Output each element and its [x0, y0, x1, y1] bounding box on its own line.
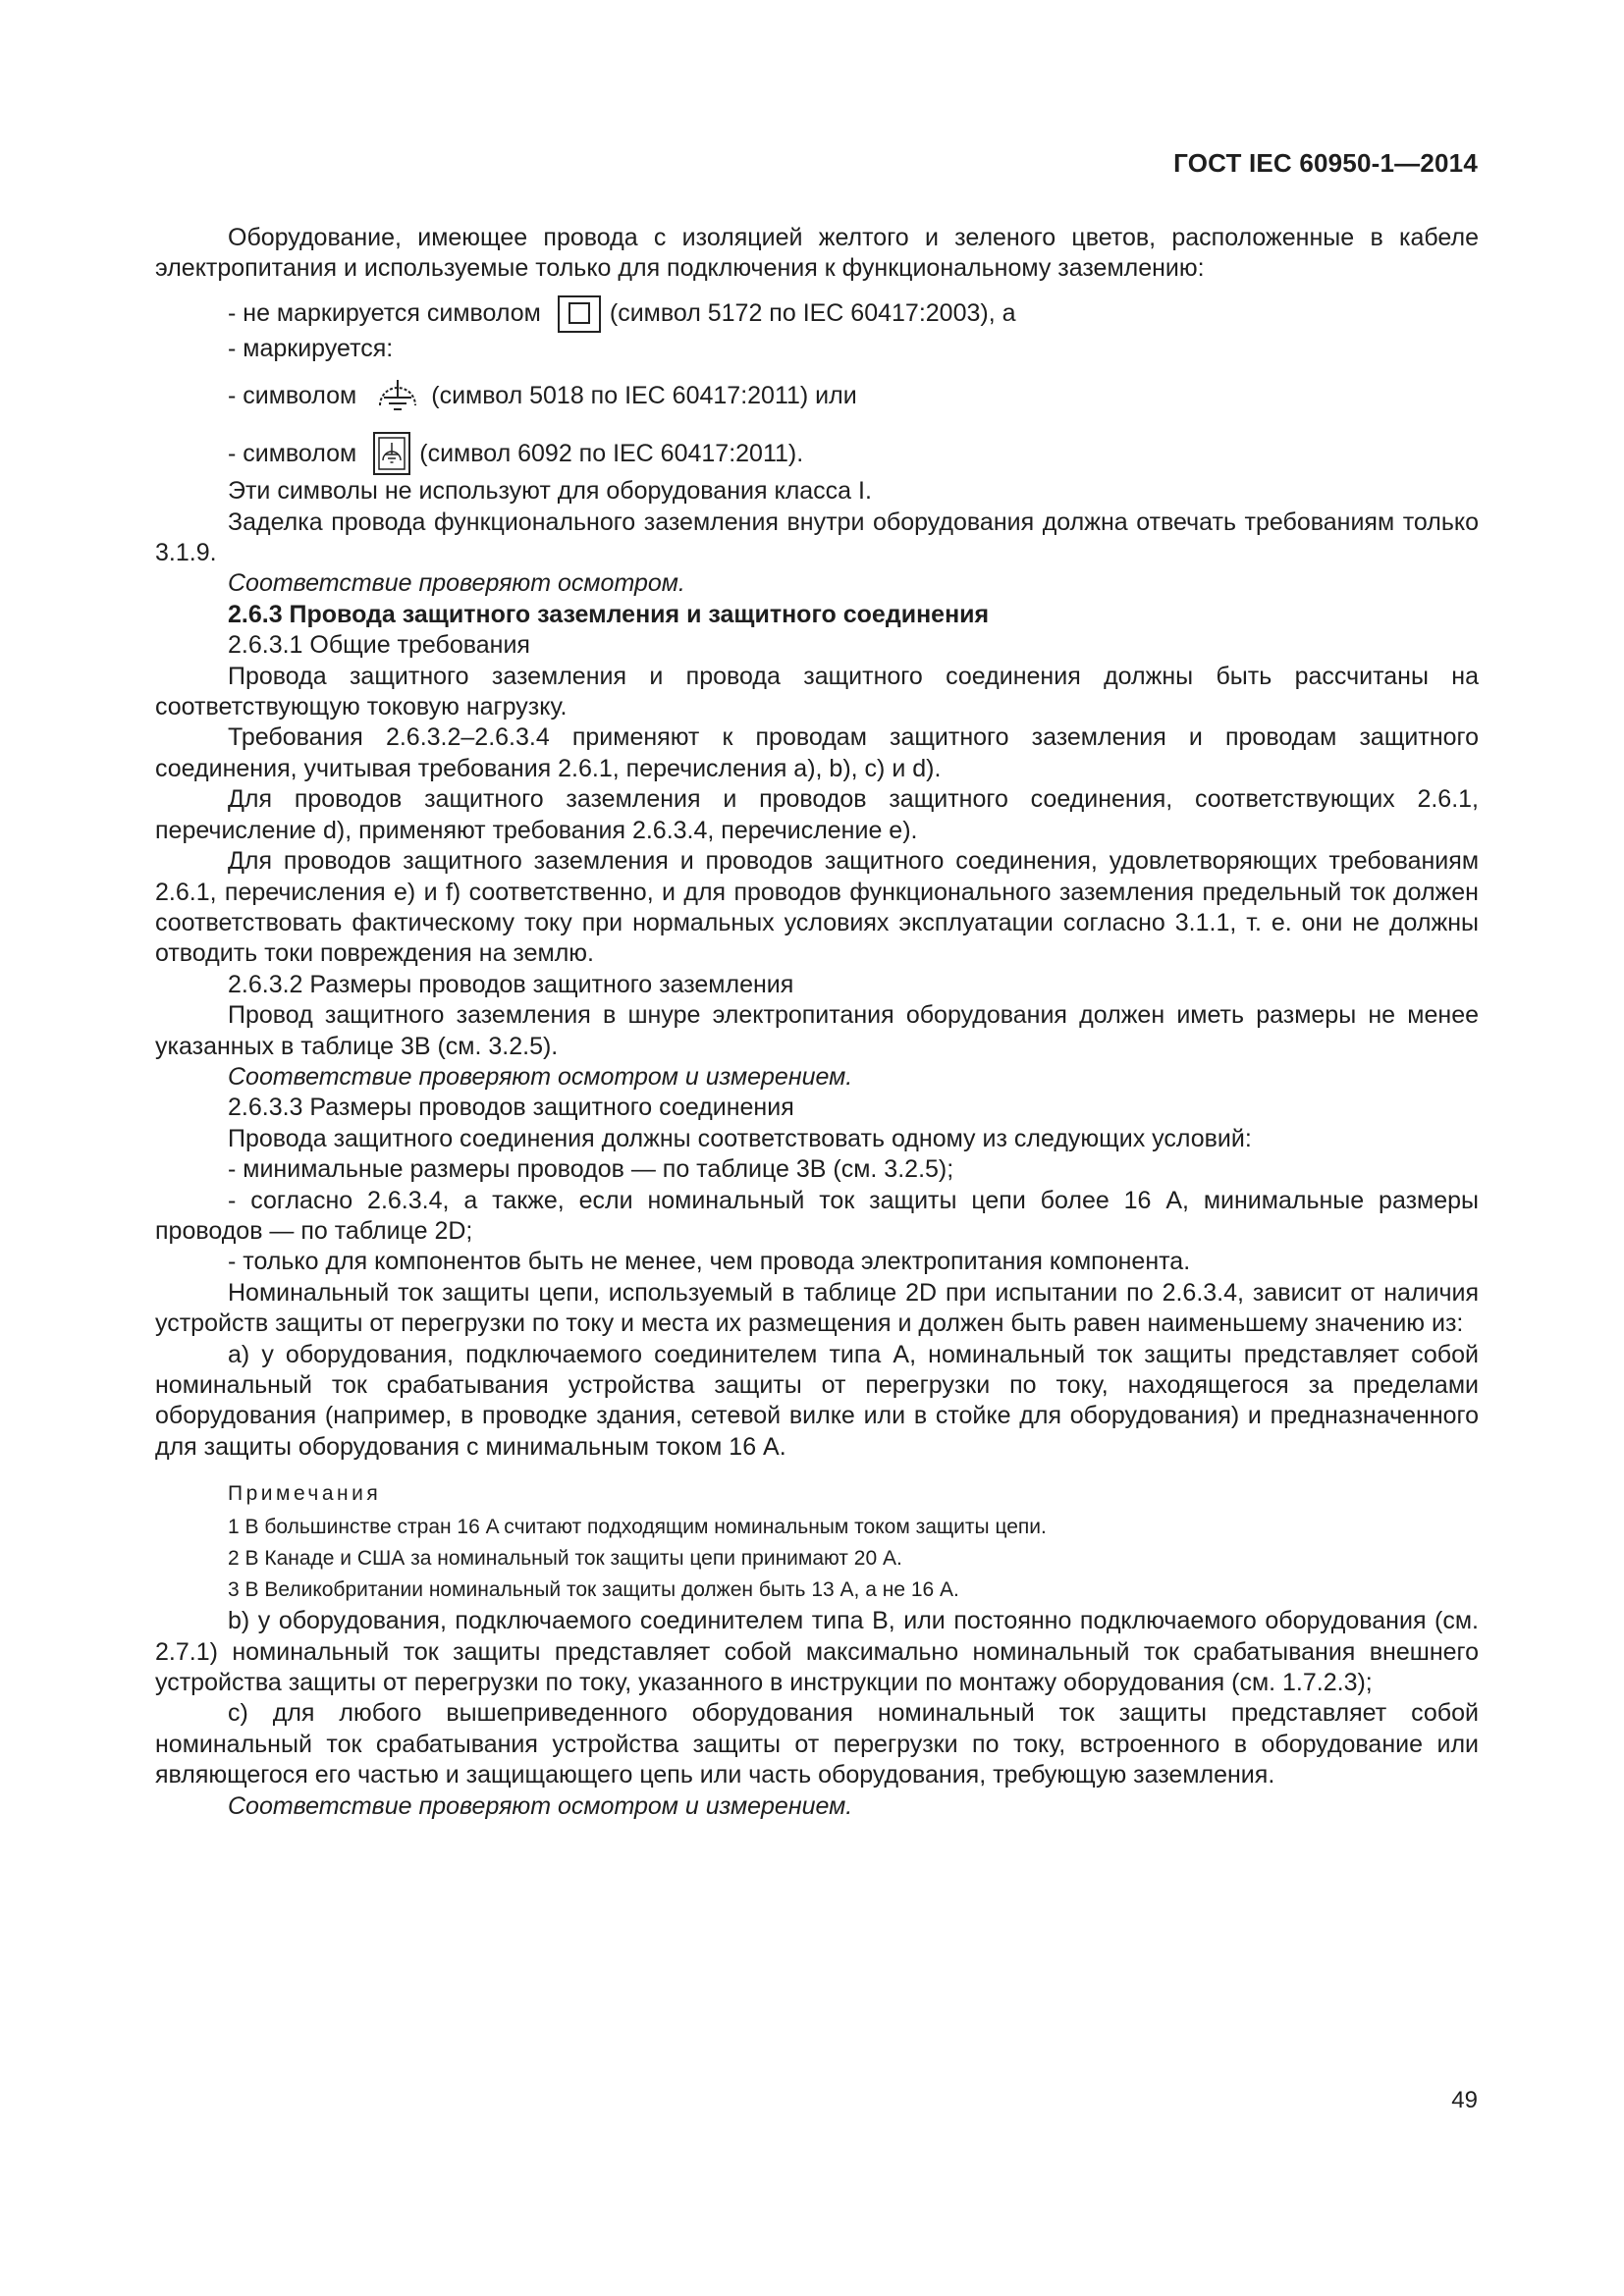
subsection-heading: 2.6.3.2 Размеры проводов защитного заземления: [228, 970, 794, 998]
list-item-text: (символ 5018 по IEC 60417:2011) или: [431, 381, 857, 409]
compliance-note: Соответствие проверяют осмотром и измерением.: [228, 1062, 853, 1091]
double-square-symbol-icon: [557, 294, 602, 334]
list-item: [155, 376, 1479, 415]
document-code-header: ГОСТ IEC 60950-1—2014: [1173, 148, 1478, 178]
subsection-heading: 2.6.3.3 Размеры проводов защитного соединения: [228, 1094, 794, 1122]
note-item: 3 В Великобритании номинальный ток защиты должен быть 13 A, а не 16 A.: [228, 1578, 959, 1602]
page-number: 49: [1451, 2087, 1478, 2113]
list-item-text: - не маркируется символом: [228, 299, 541, 328]
list-item: - маркируется:: [228, 334, 394, 362]
list-item: - минимальные размеры проводов — по таблице 3B (см. 3.2.5);: [228, 1155, 954, 1184]
compliance-note: Соответствие проверяют осмотром.: [228, 569, 685, 598]
paragraph: Номинальный ток защиты цепи, используемый в таблице 2D при испытании по 2.6.3.4, зависит от наличия устройств защиты от перегрузки по току и места их размещения и должен быть равен наименьшему значению из:: [155, 1278, 1479, 1338]
list-item-c: c) для любого вышеприведенного оборудования номинальный ток защиты представляет собой номинальный ток срабатывания устройства защиты от перегрузки по току, встроенного в оборудование или являющегося его частью и защищающего цепь или часть оборудования, требующую заземления.: [155, 1699, 1479, 1789]
paragraph: Эти символы не используют для оборудования класса I.: [228, 477, 872, 506]
boxed-earth-symbol-icon: [372, 431, 411, 476]
list-item-a: a) у оборудования, подключаемого соединителем типа A, номинальный ток защиты представляет собой номинальный ток срабатывания устройства защиты от перегрузки по току, находящегося за пределами оборудования (например, в проводке здания, сетевой вилке или в стойке для оборудования) и предназначенного для защиты оборудования с минимальным током 16 A.: [155, 1340, 1479, 1461]
list-item: [155, 431, 1479, 476]
list-item: [155, 294, 1479, 334]
paragraph: Заделка провода функционального заземления внутри оборудования должна отвечать требованиям только 3.1.9.: [155, 507, 1479, 567]
list-item-b: b) у оборудования, подключаемого соединителем типа B, или постоянно подключаемого оборудования (см. 2.7.1) номинальный ток защиты представляет собой максимально номинальный ток срабатывания внешнего устройства защиты от перегрузки по току, указанного в инструкции по монтажу оборудования (см. 1.7.2.3);: [155, 1607, 1479, 1697]
paragraph: Провода защитного соединения должны соответствовать одному из следующих условий:: [228, 1124, 1252, 1152]
section-heading: 2.6.3 Провода защитного заземления и защитного соединения: [228, 600, 990, 628]
paragraph: Провода защитного заземления и провода защитного соединения должны быть рассчитаны на соответствующую токовую нагрузку.: [155, 662, 1479, 721]
list-item-text: (символ 5172 по IEC 60417:2003), а: [609, 299, 1016, 328]
list-item-text: (символ 6092 по IEC 60417:2011).: [419, 439, 804, 467]
page-body: [155, 223, 1479, 1822]
note-item: 1 В большинстве стран 16 A считают подходящим номинальным током защиты цепи.: [228, 1516, 1047, 1539]
compliance-note: Соответствие проверяют осмотром и измерением.: [228, 1791, 853, 1820]
functional-earth-symbol-icon: [372, 376, 423, 415]
notes-heading: Примечания: [228, 1482, 382, 1506]
note-item: 2 В Канаде и США за номинальный ток защиты цепи принимают 20 A.: [228, 1547, 902, 1571]
list-item-text: - символом: [228, 381, 357, 409]
paragraph: Провод защитного заземления в шнуре электропитания оборудования должен иметь размеры не менее указанных в таблице 3B (см. 3.2.5).: [155, 1001, 1479, 1060]
paragraph: Для проводов защитного заземления и проводов защитного соединения, удовлетворяющих требованиям 2.6.1, перечисления e) и f) соответственно, и для проводов функционального заземления предельный ток должен соответствовать фактическому току при нормальных условиях эксплуатации согласно 3.1.1, т. е. они не должны отводить токи повреждения на землю.: [155, 847, 1479, 968]
list-item: - только для компонентов быть не менее, чем провода электропитания компонента.: [228, 1248, 1191, 1276]
paragraph: Требования 2.6.3.2–2.6.3.4 применяют к проводам защитного заземления и проводам защитного соединения, учитывая требования 2.6.1, перечисления a), b), c) и d).: [155, 723, 1479, 782]
subsection-heading: 2.6.3.1 Общие требования: [228, 631, 530, 660]
list-item-text: - символом: [228, 439, 357, 467]
paragraph: Оборудование, имеющее провода с изоляцией желтого и зеленого цветов, расположенные в кабеле электропитания и используемые только для подключения к функциональному заземлению:: [155, 224, 1479, 283]
list-item: - согласно 2.6.3.4, а также, если номинальный ток защиты цепи более 16 A, минимальные размеры проводов — по таблице 2D;: [155, 1186, 1479, 1245]
paragraph: Для проводов защитного заземления и проводов защитного соединения, соответствующих 2.6.1, перечисление d), применяют требования 2.6.3.4, перечисление e).: [155, 785, 1479, 844]
